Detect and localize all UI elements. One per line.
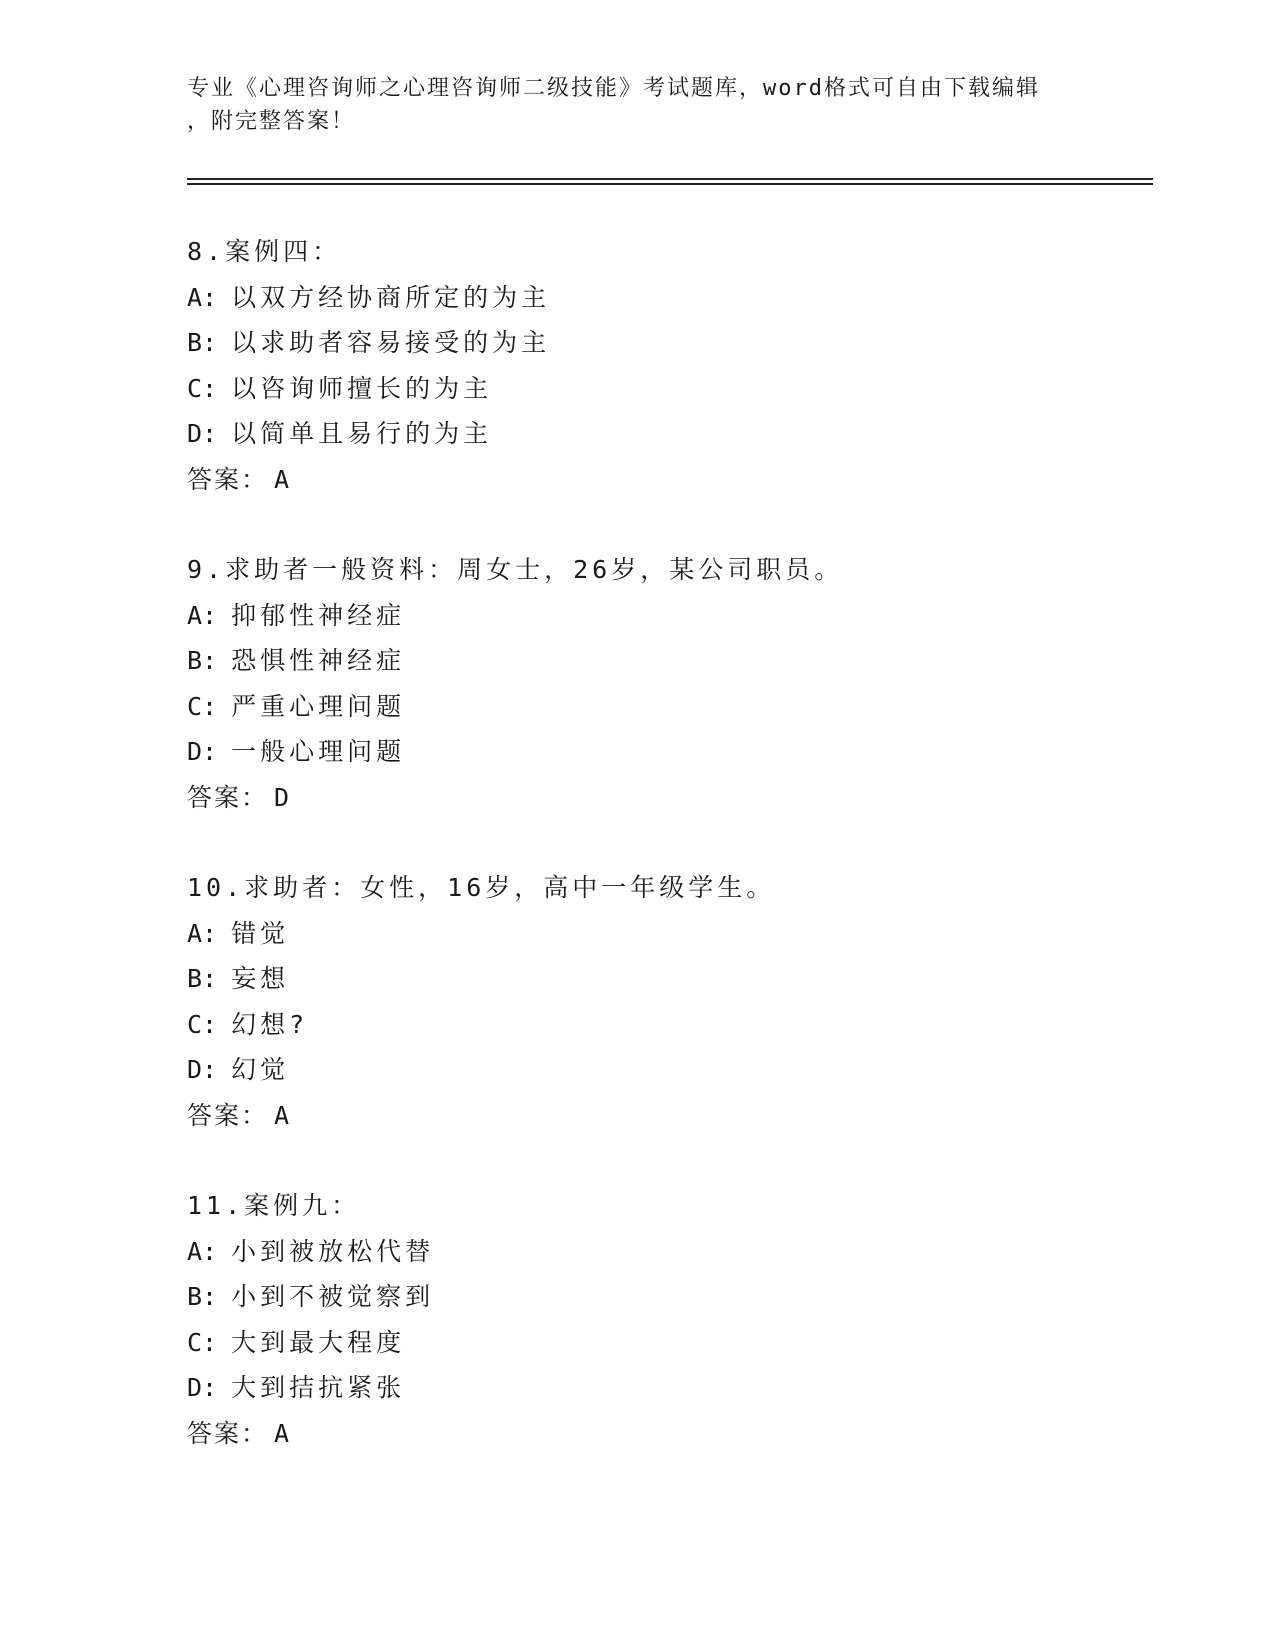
option-text: 幻想?	[231, 1009, 309, 1039]
option-a	[187, 593, 1087, 639]
option-key: C:	[187, 373, 218, 403]
option-c	[187, 1002, 1087, 1048]
option-b	[187, 638, 1087, 684]
question-block	[187, 1183, 1087, 1456]
answer-line	[187, 457, 1087, 503]
option-a	[187, 911, 1087, 957]
question-stem: 9.求助者一般资料：周女士，26岁，某公司职员。	[187, 555, 844, 584]
option-key: A:	[187, 918, 218, 948]
option-b	[187, 320, 1087, 366]
option-text: 一般心理问题	[231, 737, 406, 766]
option-key: D:	[187, 737, 218, 766]
option-text: 以咨询师擅长的为主	[231, 373, 493, 403]
question-stem: 11.案例九：	[187, 1191, 361, 1220]
option-d	[187, 1047, 1087, 1093]
option-a	[187, 1229, 1087, 1275]
option-key: D:	[187, 1055, 218, 1084]
option-text: 严重心理问题	[231, 691, 406, 721]
option-text: 恐惧性神经症	[231, 646, 406, 675]
answer-value: D	[274, 782, 292, 812]
question-block	[187, 229, 1087, 502]
option-text: 大到拮抗紧张	[231, 1373, 406, 1402]
answer-label: 答案：	[187, 1418, 269, 1448]
answer-value: A	[274, 1418, 292, 1448]
option-text: 幻觉	[231, 1055, 290, 1084]
header-divider-top	[187, 178, 1153, 180]
option-text: 错觉	[231, 918, 290, 948]
option-text: 小到不被觉察到	[231, 1282, 435, 1311]
option-key: A:	[187, 600, 218, 630]
answer-line	[187, 1093, 1087, 1139]
header-line-1: 专业《心理咨询师之心理咨询师二级技能》考试题库，word格式可自由下载编辑	[187, 76, 1040, 101]
option-key: C:	[187, 1327, 218, 1357]
option-c	[187, 366, 1087, 412]
answer-value: A	[274, 1100, 292, 1130]
option-text: 妄想	[231, 964, 290, 993]
option-key: C:	[187, 691, 218, 721]
question-stem: 8.案例四：	[187, 237, 342, 266]
option-b	[187, 956, 1087, 1002]
option-key: D:	[187, 419, 218, 448]
option-text: 以求助者容易接受的为主	[231, 328, 551, 357]
option-key: C:	[187, 1009, 218, 1039]
option-c	[187, 684, 1087, 730]
option-d	[187, 729, 1087, 775]
option-key: B:	[187, 1282, 218, 1311]
answer-line	[187, 775, 1087, 821]
option-b	[187, 1274, 1087, 1320]
answer-label: 答案：	[187, 464, 269, 494]
option-c	[187, 1320, 1087, 1366]
option-key: A:	[187, 282, 218, 312]
option-key: B:	[187, 646, 218, 675]
option-a	[187, 275, 1087, 321]
option-text: 以双方经协商所定的为主	[231, 282, 551, 312]
answer-label: 答案：	[187, 1100, 269, 1130]
answer-label: 答案：	[187, 782, 269, 812]
option-text: 抑郁性神经症	[231, 600, 406, 630]
header-divider-bottom	[187, 183, 1153, 185]
document-header	[187, 72, 1087, 138]
answer-line	[187, 1411, 1087, 1457]
option-text: 以简单且易行的为主	[231, 419, 493, 448]
answer-value: A	[274, 464, 292, 494]
header-line-2: ，附完整答案！	[187, 109, 356, 134]
option-d	[187, 1365, 1087, 1411]
question-block	[187, 865, 1087, 1138]
option-key: B:	[187, 328, 218, 357]
question-block	[187, 547, 1087, 820]
option-key: D:	[187, 1373, 218, 1402]
option-key: B:	[187, 964, 218, 993]
option-text: 大到最大程度	[231, 1327, 406, 1357]
option-key: A:	[187, 1236, 218, 1266]
option-d	[187, 411, 1087, 457]
option-text: 小到被放松代替	[231, 1236, 435, 1266]
question-stem: 10.求助者：女性，16岁，高中一年级学生。	[187, 873, 776, 902]
